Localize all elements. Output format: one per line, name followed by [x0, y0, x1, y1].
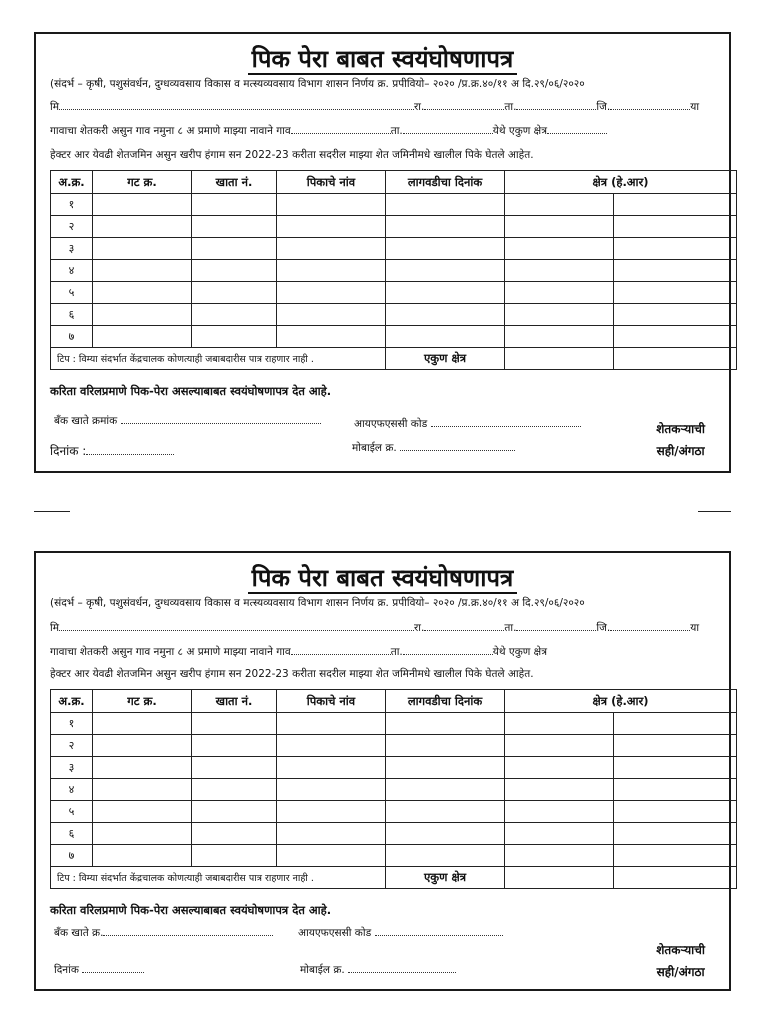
- table-row: २: [51, 216, 737, 238]
- date-field[interactable]: दिनांक: [54, 963, 144, 977]
- col-account-no: खाता नं.: [192, 690, 277, 713]
- reference-text: (संदर्भ – कृषी, पशुसंवर्धन, दुग्धव्यवसाय विकास व मत्स्यव्यवसाय विभाग शासन निर्णय क्र. प्रपीवियो– २०२० /प्र.क्र.४०/११ अ दि.२९/०६/२०२०: [50, 78, 585, 90]
- ifsc-field[interactable]: आयएफएससी कोड: [354, 417, 581, 431]
- disclaimer-note: टिप : विम्या संदर्भात केंद्रचालक कोणत्याही जबाबदारीस पात्र राहणार नाही .: [51, 867, 386, 889]
- col-serial: अ.क्र.: [51, 690, 93, 713]
- table-row: ७: [51, 326, 737, 348]
- form-title: पिक पेरा बाबत स्वयंघोषणापत्र: [36, 42, 729, 75]
- col-survey-no: गट क्र.: [93, 690, 192, 713]
- reference-text: (संदर्भ – कृषी, पशुसंवर्धन, दुग्धव्यवसाय विकास व मत्स्यव्यवसाय विभाग शासन निर्णय क्र. प्रपीवियो– २०२० /प्र.क्र.४०/११ अ दि.२९/०६/२०२०: [50, 597, 585, 609]
- cut-line-left: [34, 511, 70, 512]
- col-survey-no: गट क्र.: [93, 171, 192, 194]
- total-row: [51, 867, 737, 889]
- name-line: मि रा. ता. जि. या: [50, 101, 700, 113]
- col-serial: अ.क्र.: [51, 171, 93, 194]
- col-area: क्षेत्र (हे.आर): [505, 171, 737, 194]
- total-area-value[interactable]: [505, 348, 614, 370]
- mobile-field[interactable]: मोबाईल क्र.: [352, 441, 515, 455]
- crop-table: [50, 170, 737, 370]
- table-row: ५: [51, 801, 737, 823]
- table-row: ४: [51, 260, 737, 282]
- table-row: ५: [51, 282, 737, 304]
- season-line: हेक्टर आर येवढी शेतजमिन असुन खरीप हंगाम सन 2022-23 करीता सदरील माझ्या शेत जमिनीमधे खालील पिके घेतले आहेत.: [50, 149, 534, 161]
- form-title: पिक पेरा बाबत स्वयंघोषणापत्र: [36, 561, 729, 594]
- col-account-no: खाता नं.: [192, 171, 277, 194]
- declaration-form-2: [34, 551, 731, 991]
- table-row: ६: [51, 304, 737, 326]
- table-row: ३: [51, 757, 737, 779]
- mobile-field[interactable]: मोबाईल क्र.: [300, 963, 456, 977]
- table-row: ३: [51, 238, 737, 260]
- bank-account-field[interactable]: बँक खाते क्रमांक: [54, 414, 321, 428]
- table-row: २: [51, 735, 737, 757]
- name-line: मि रा. ता. जि. या: [50, 622, 700, 634]
- disclaimer-note: टिप : विम्या संदर्भात केंद्रचालक कोणत्याही जबाबदारीस पात्र राहणार नाही .: [51, 348, 386, 370]
- col-sowing-date: लागवडीचा दिनांक: [386, 690, 505, 713]
- date-field[interactable]: दिनांक :: [50, 442, 174, 459]
- table-row: ७: [51, 845, 737, 867]
- cut-line-right: [698, 511, 731, 512]
- declaration-text: करिता वरिलप्रमाणे पिक-पेरा असल्याबाबत स्वयंघोषणापत्र देत आहे.: [50, 903, 332, 917]
- table-row: १: [51, 194, 737, 216]
- village-line: गावाचा शेतकरी असुन गाव नमुना ८ अ प्रमाणे माझ्या नावाने गाव ता. येथे एकुण क्षेत्र: [50, 124, 607, 138]
- total-area-label: एकुण क्षेत्र: [386, 867, 505, 889]
- total-row: [51, 348, 737, 370]
- farmer-signature: शेतकऱ्याची सही/अंगठा: [656, 422, 705, 458]
- farmer-signature: शेतकऱ्याची सही/अंगठा: [656, 943, 705, 979]
- total-area-value[interactable]: [505, 867, 614, 889]
- table-row: ४: [51, 779, 737, 801]
- col-crop-name: पिकाचे नांव: [277, 690, 386, 713]
- col-crop-name: पिकाचे नांव: [277, 171, 386, 194]
- village-line: गावाचा शेतकरी असुन गाव नमुना ८ अ प्रमाणे माझ्या नावाने गाव ता. येथे एकुण क्षेत्र: [50, 646, 548, 658]
- col-sowing-date: लागवडीचा दिनांक: [386, 171, 505, 194]
- crop-table: [50, 689, 737, 889]
- ifsc-field[interactable]: आयएफएससी कोड: [298, 926, 503, 940]
- total-area-label: एकुण क्षेत्र: [386, 348, 505, 370]
- col-area: क्षेत्र (हे.आर): [505, 690, 737, 713]
- table-row: १: [51, 713, 737, 735]
- declaration-form-1: [34, 32, 731, 473]
- declaration-text: करिता वरिलप्रमाणे पिक-पेरा असल्याबाबत स्वयंघोषणापत्र देत आहे.: [50, 384, 332, 398]
- table-row: ६: [51, 823, 737, 845]
- bank-account-field[interactable]: बँक खाते क्र.: [54, 926, 273, 940]
- season-line: हेक्टर आर येवढी शेतजमिन असुन खरीप हंगाम सन 2022-23 करीता सदरील माझ्या शेत जमिनीमधे खालील पिके घेतले आहेत.: [50, 668, 534, 680]
